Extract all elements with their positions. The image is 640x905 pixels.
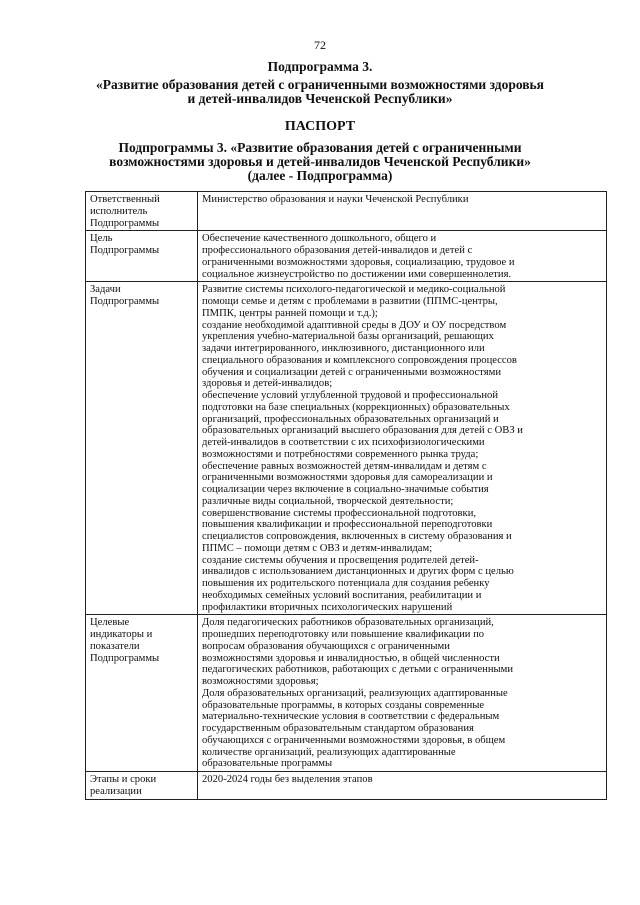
row-content-line: подготовки на базе специальных (коррекционных) образовательных [202, 401, 510, 413]
row-content-line: укрепления учебно-материальной базы организаций, решающих [202, 331, 494, 343]
row-content-line: повышения квалификации и профессиональной переподготовки [202, 519, 493, 531]
row-content-line: создание системы обучения и просвещения родителей детей- [202, 554, 479, 566]
row-label-line: Этапы и сроки [90, 774, 157, 785]
row-content-line: образовательные программы [202, 758, 333, 770]
row-content-line: различные виды социальной, творческой деятельности; [202, 495, 454, 507]
row-content-line: социализации через включение в социально-значимые события [202, 484, 489, 495]
table-row [86, 615, 607, 772]
row-content-line: ограниченными возможностями здоровья, социализацию, трудовое и [202, 256, 515, 268]
row-content-cell [198, 282, 607, 615]
row-content-line: создание необходимой адаптивной среды в ДОУ и ОУ посредством [202, 319, 507, 331]
row-content-line: обеспечение равных возможностей детям-инвалидам и детям с [202, 460, 487, 472]
passport-subtitle [70, 141, 570, 183]
row-label-line: Целевые [90, 617, 130, 629]
row-label-line: индикаторы и [90, 629, 153, 640]
row-content-line: педагогических работников, работающих с детьми с ограниченными [202, 664, 513, 676]
row-content-line: обучения и социализации детей с ограниченными возможностями [202, 366, 501, 378]
subprogram-title-line: и детей-инвалидов Чеченской Республики» [187, 91, 453, 106]
row-label-line: Подпрограммы [90, 217, 160, 229]
row-label-line: Подпрограммы [90, 245, 160, 256]
row-label-line: Подпрограммы [90, 296, 160, 307]
row-content-line: ППМС – помощи детям с ОВЗ и детям-инвалидам; [202, 542, 433, 554]
row-content-line: материально-технические условия в соответствии с федеральным [202, 711, 500, 723]
row-content-line: профилактики вторичных психологических нарушений [202, 601, 453, 613]
row-content-line: повышения их родительского потенциала для создания ребенку [202, 578, 490, 589]
row-label-line: Ответственный [90, 194, 160, 205]
row-label-cell [86, 615, 198, 772]
row-content-line: ограниченными возможностями здоровья для самореализации и [202, 472, 493, 484]
row-content-line: организаций, профессиональных образовательных организаций и [202, 413, 499, 425]
row-content-line: 2020-2024 годы без выделения этапов [202, 774, 373, 785]
row-content-line: вопросам образования обучающихся с ограниченными [202, 640, 450, 652]
row-label-cell [86, 192, 198, 231]
table-row [86, 192, 607, 231]
row-content-line: образовательные программы, в которых созданы современные [202, 699, 485, 711]
passport-subtitle-line: Подпрограммы 3. «Развитие образования детей с ограниченными [118, 140, 522, 155]
row-content-line: Обеспечение качественного дошкольного, общего и [202, 233, 437, 245]
row-content-cell [198, 192, 607, 231]
row-content-line: Доля образовательных организаций, реализующих адаптированные [202, 687, 508, 699]
row-content-cell [198, 772, 607, 800]
table-row [86, 231, 607, 282]
row-label-line: Цель [90, 233, 113, 245]
row-content-line: профессионального образования детей-инвалидов и детей с [202, 245, 473, 256]
subprogram-title-line: «Развитие образования детей с ограниченными возможностями здоровья [96, 77, 544, 92]
row-content-line: совершенствование системы профессиональной подготовки, [202, 507, 477, 519]
row-content-cell [198, 231, 607, 282]
row-content-line: специалистов сопровождения, включенных в систему образования и [202, 531, 512, 542]
row-content-line: Министерство образования и науки Чеченской Республики [202, 194, 469, 205]
passport-table-body [86, 192, 607, 800]
subprogram-heading: Подпрограмма 3. [267, 59, 373, 74]
row-content-line: помощи семье и детям с проблемами в развитии (ППМС-центры, [202, 296, 498, 307]
row-content-line: необходимых семейных условий воспитания, реабилитации и [202, 589, 482, 601]
row-content-line: Доля педагогических работников образовательных организаций, [202, 617, 494, 629]
row-content-line: детей-инвалидов в соответствии с их психофизиологическими [202, 437, 485, 448]
row-content-line: социальное жизнеустройство по достижении ими совершеннолетия. [202, 268, 512, 280]
row-content-line: обеспечение условий углубленной трудовой и профессиональной [202, 390, 499, 401]
row-label-line: Подпрограммы [90, 652, 160, 664]
row-content-line: ПМПК, центры ранней помощи и т.д.); [202, 307, 378, 319]
row-content-line: образовательных организаций высшего образования для детей с ОВЗ и [202, 425, 523, 437]
page-number: 72 [314, 38, 326, 52]
row-content-line: обучающихся с ограниченными возможностями здоровья, в общем [202, 734, 506, 746]
row-label-line: исполнитель [90, 205, 148, 217]
subprogram-title [70, 78, 570, 106]
row-content-line: задачи интегрированного, инклюзивного, дистанционного или [202, 343, 485, 354]
row-label-line: показатели [90, 640, 140, 652]
row-content-line: государственным образовательным стандартом образования [202, 723, 474, 734]
row-label-cell [86, 772, 198, 800]
row-content-line: инвалидов с использованием дистанционных и других форм с целью [202, 566, 514, 578]
row-label-cell [86, 282, 198, 615]
row-content-line: возможностями здоровья; [202, 676, 319, 687]
row-content-line: количестве организаций, реализующих адаптированные [202, 746, 456, 758]
table-row [86, 772, 607, 800]
row-content-cell [198, 615, 607, 772]
passport-subtitle-line: возможностями здоровья и детей-инвалидов Чеченской Республики» [109, 154, 531, 169]
row-content-line: возможностями и потребностями современного рынка труда; [202, 448, 479, 460]
passport-table [85, 191, 607, 800]
passport-heading: ПАСПОРТ [284, 119, 356, 134]
row-content-line: здоровья и детей-инвалидов; [202, 378, 333, 390]
row-content-line: возможностями здоровья и инвалидностью, в общей численности [202, 652, 500, 664]
row-label-line: реализации [90, 785, 142, 797]
table-row [86, 282, 607, 615]
row-content-line: специального образования и комплексного сопровождения процессов [202, 354, 517, 366]
row-content-line: Развитие системы психолого-педагогической и медико-социальной [202, 284, 506, 296]
row-label-line: Задачи [90, 284, 121, 296]
passport-subtitle-line: (далее - Подпрограмма) [247, 168, 393, 183]
row-label-cell [86, 231, 198, 282]
row-content-line: прошедших переподготовку или повышение квалификации по [202, 629, 485, 640]
